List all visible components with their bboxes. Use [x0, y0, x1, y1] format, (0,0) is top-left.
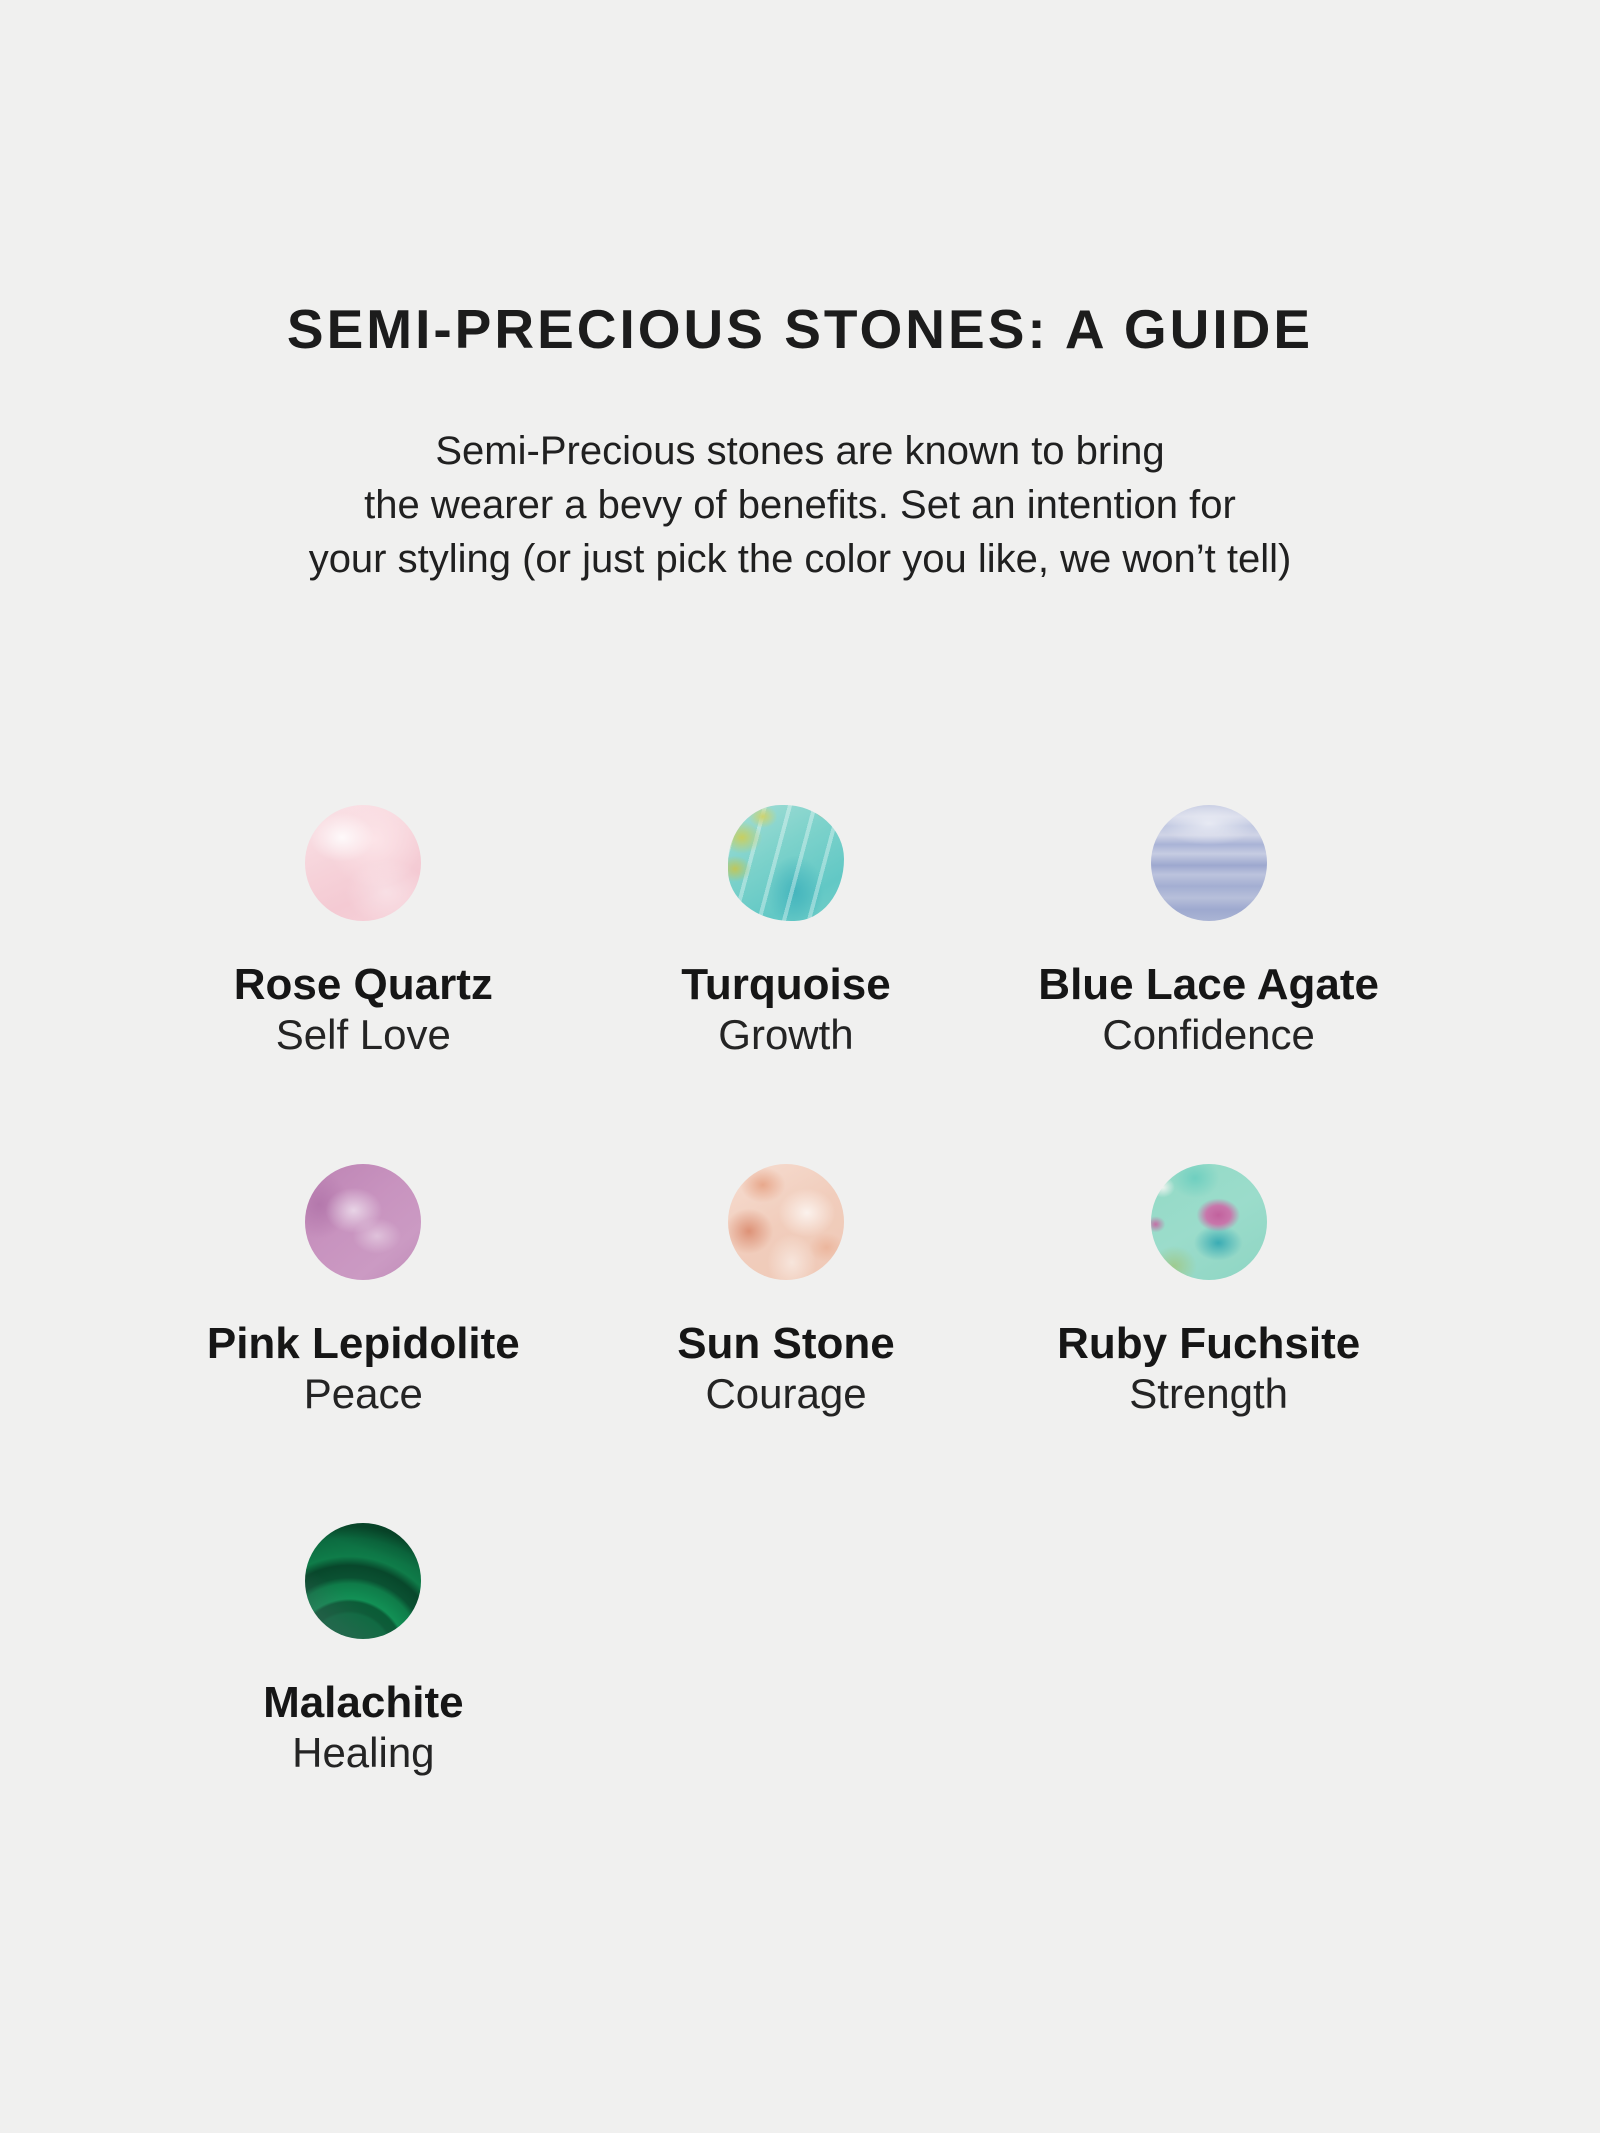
- stone-card-ruby-fuchsite: [997, 1164, 1420, 1418]
- stone-name: Turquoise: [681, 960, 891, 1009]
- stone-card-turquoise: [575, 805, 998, 1059]
- stone-trait: Healing: [292, 1729, 435, 1776]
- stone-trait: Self Love: [275, 1011, 451, 1058]
- stone-trait: Growth: [718, 1011, 854, 1058]
- stones-grid: [152, 805, 1420, 1777]
- stone-name: Rose Quartz: [233, 960, 493, 1009]
- intro-line: the wearer a bevy of benefits. Set an intention for: [364, 483, 1236, 527]
- malachite-stone-icon: [305, 1523, 421, 1639]
- stone-card-sun-stone: [575, 1164, 998, 1418]
- page-title: SEMI-PRECIOUS STONES: A GUIDE: [286, 298, 1314, 360]
- blue-lace-agate-stone-icon: [1151, 805, 1267, 921]
- intro-line: your styling (or just pick the color you like, we won’t tell): [308, 537, 1292, 581]
- stone-trait: Strength: [1129, 1370, 1289, 1417]
- stone-trait: Courage: [705, 1370, 867, 1417]
- stone-name: Ruby Fuchsite: [1057, 1319, 1361, 1368]
- stone-card-pink-lepidolite: [152, 1164, 575, 1418]
- stone-name: Pink Lepidolite: [206, 1319, 520, 1368]
- stone-name: Blue Lace Agate: [1038, 960, 1379, 1009]
- intro-text: [0, 424, 1600, 586]
- intro-line: Semi-Precious stones are known to bring: [435, 429, 1165, 473]
- stone-trait: Peace: [303, 1370, 423, 1417]
- stone-trait: Confidence: [1102, 1011, 1315, 1058]
- sun-stone-stone-icon: [728, 1164, 844, 1280]
- rose-quartz-stone-icon: [305, 805, 421, 921]
- ruby-fuchsite-stone-icon: [1151, 1164, 1267, 1280]
- turquoise-stone-icon: [728, 805, 844, 921]
- stone-name: Malachite: [263, 1678, 464, 1727]
- stone-card-blue-lace-agate: [997, 805, 1420, 1059]
- stone-card-rose-quartz: [152, 805, 575, 1059]
- stone-card-malachite: [152, 1523, 575, 1777]
- pink-lepidolite-stone-icon: [305, 1164, 421, 1280]
- stone-name: Sun Stone: [677, 1319, 895, 1368]
